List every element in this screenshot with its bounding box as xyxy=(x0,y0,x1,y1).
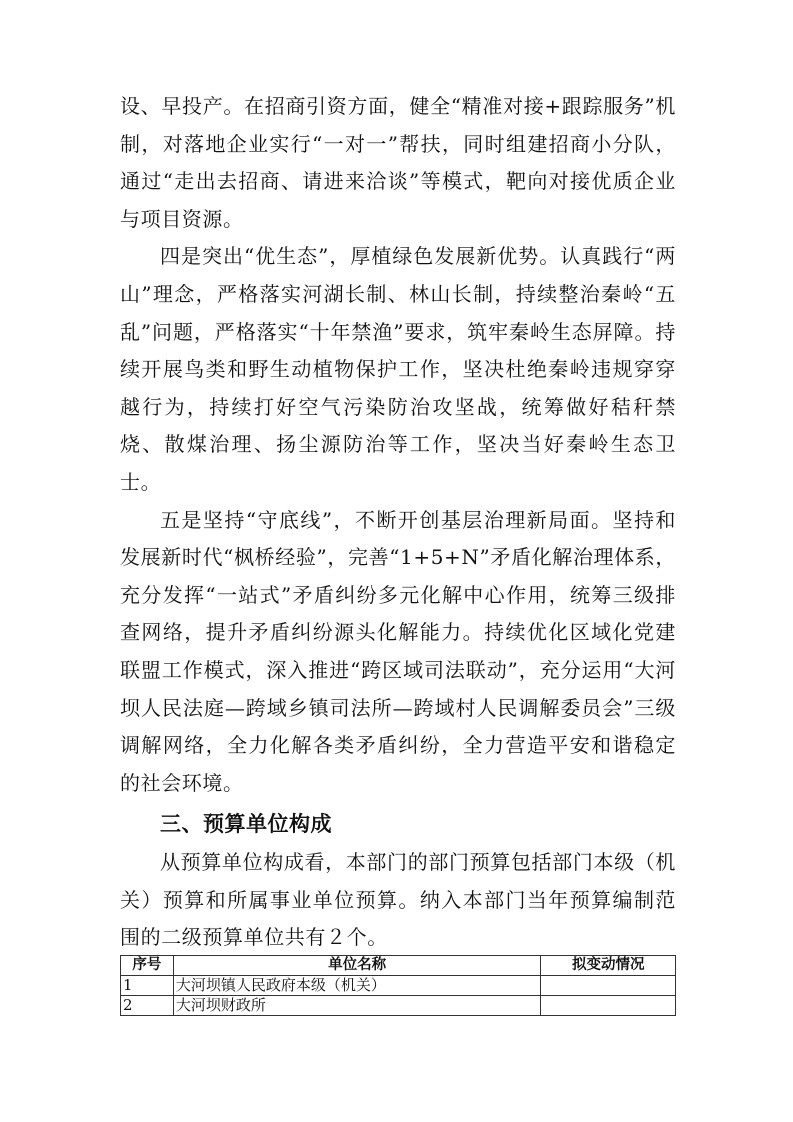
cell-change-status xyxy=(541,976,676,996)
cell-unit-name: 大河坝财政所 xyxy=(173,996,541,1016)
cell-index: 1 xyxy=(121,976,174,996)
header-unit-name: 单位名称 xyxy=(173,956,541,976)
cell-unit-name: 大河坝镇人民政府本级（机关） xyxy=(173,976,541,996)
table-row xyxy=(121,976,676,996)
paragraph-governance: 五是坚持“守底线”，不断开创基层治理新局面。坚持和发展新时代“枫桥经验”，完善“1+5+N”矛盾化解治理体系，充分发挥“一站式”矛盾纠纷多元化解中心作用，统筹三级排查网络，提升矛盾纠纷源头化解能力。持续优化区域化党建联盟工作模式，深入推进“跨区域司法联动”，充分运用“大河坝人民法庭—跨域乡镇司法所—跨域村人民调解委员会”三级调解网络，全力化解各类矛盾纠纷，全力营造平安和谐稳定的社会环境。 xyxy=(120,507,676,795)
section-heading: 三、预算单位构成 xyxy=(160,812,332,837)
cell-index: 2 xyxy=(121,996,174,1016)
section-intro: 从预算单位构成看，本部门的部门预算包括部门本级（机关）预算和所属事业单位预算。纳入本部门当年预算编制范围的二级预算单位共有２个。 xyxy=(120,850,676,950)
paragraph-ecology: 四是突出“优生态”，厚植绿色发展新优势。认真践行“两山”理念，严格落实河湖长制、林山长制，持续整治秦岭“五乱”问题，严格落实“十年禁渔”要求，筑牢秦岭生态屏障。持续开展鸟类和野生动植物保护工作，坚决杜绝秦岭违规穿穿越行为，持续打好空气污染防治攻坚战，统筹做好秸秆禁烧、散煤治理、扬尘源防治等工作，坚决当好秦岭生态卫士。 xyxy=(120,244,676,494)
table-header-row xyxy=(121,956,676,976)
header-index: 序号 xyxy=(121,956,174,976)
paragraph-investment: 设、早投产。在招商引资方面，健全“精准对接+跟踪服务”机制，对落地企业实行“一对一”帮扶，同时组建招商小分队，通过“走出去招商、请进来洽谈”等模式，靶向对接优质企业与项目资源。 xyxy=(120,94,676,231)
header-change-status: 拟变动情况 xyxy=(541,956,676,976)
cell-change-status xyxy=(541,996,676,1016)
budget-units-table xyxy=(120,955,676,1016)
table-row xyxy=(121,996,676,1016)
document-body xyxy=(120,88,676,957)
